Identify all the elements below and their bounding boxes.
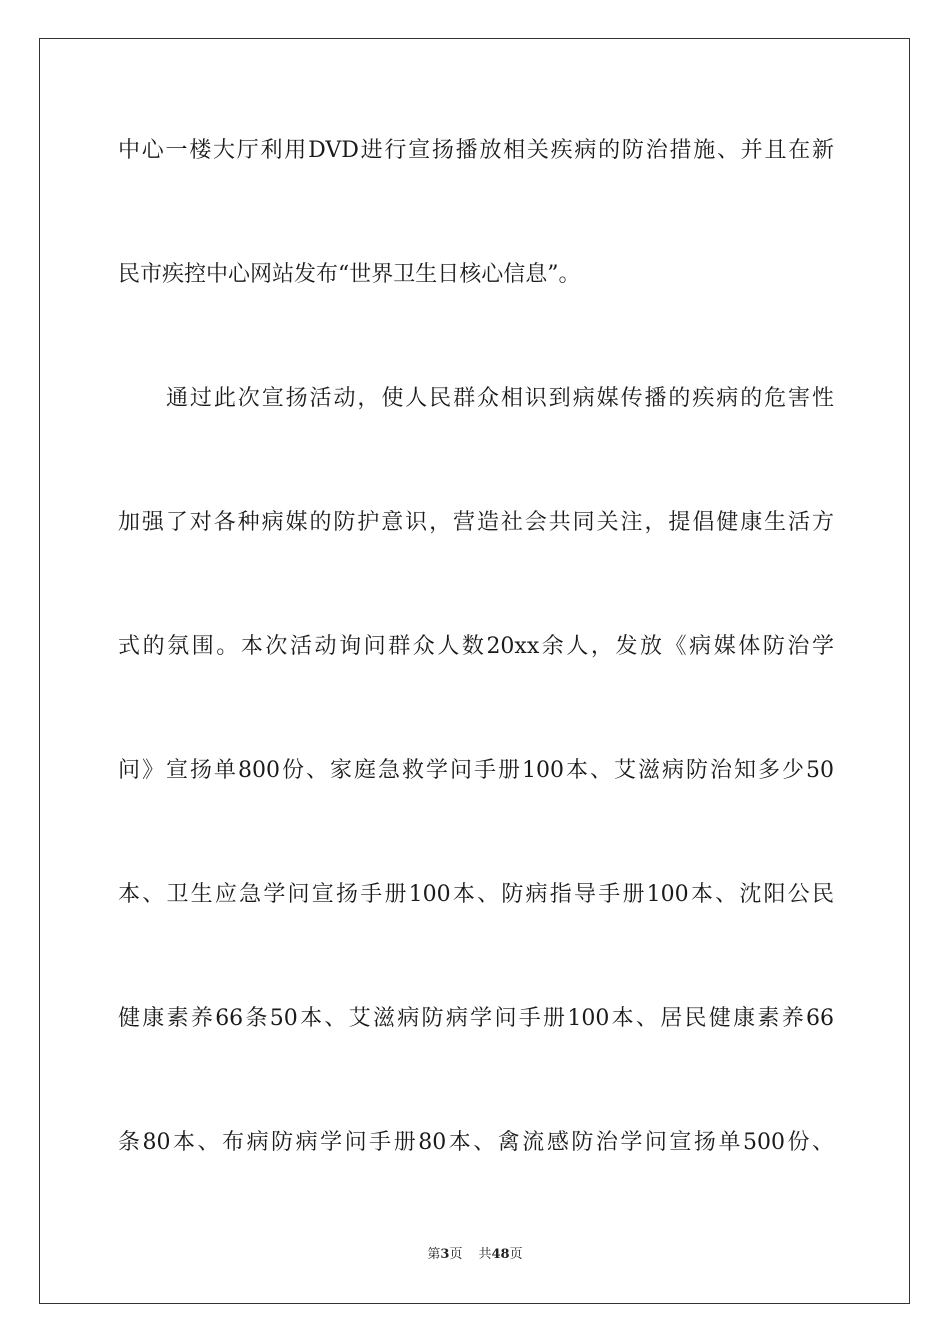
footer-total-suffix: 页	[509, 1247, 523, 1262]
body-line-7: 本、卫生应急学问宣扬手册100本、防病指导手册100本、沈阳公民	[118, 882, 834, 907]
body-line-5: 式的氛围。本次活动询问群众人数20xx余人，发放《病媒体防治学	[118, 634, 834, 659]
footer-page-number: 3	[440, 1247, 450, 1262]
page-border	[39, 38, 910, 1304]
footer-total-prefix: 共	[478, 1247, 492, 1262]
footer-total-pages: 48	[491, 1247, 510, 1262]
page-footer	[0, 1246, 950, 1264]
body-line-6: 问》宣扬单800份、家庭急救学问手册100本、艾滋病防治知多少50	[118, 758, 834, 783]
body-line-2: 民市疾控中心网站发布“世界卫生日核心信息”。	[118, 262, 581, 287]
footer-page-prefix: 第	[427, 1247, 441, 1262]
footer-page-suffix: 页	[449, 1247, 463, 1262]
body-line-8: 健康素养66条50本、艾滋病防病学问手册100本、居民健康素养66	[118, 1006, 834, 1031]
body-line-9: 条80本、布病防病学问手册80本、禽流感防治学问宣扬单500份、	[118, 1130, 834, 1155]
body-line-4: 加强了对各种病媒的防护意识，营造社会共同关注，提倡健康生活方	[118, 510, 834, 535]
body-line-1: 中心一楼大厅利用DVD进行宣扬播放相关疾病的防治措施、并且在新	[118, 138, 834, 163]
body-line-3: 通过此次宣扬活动，使人民群众相识到病媒传播的疾病的危害性	[166, 386, 834, 411]
